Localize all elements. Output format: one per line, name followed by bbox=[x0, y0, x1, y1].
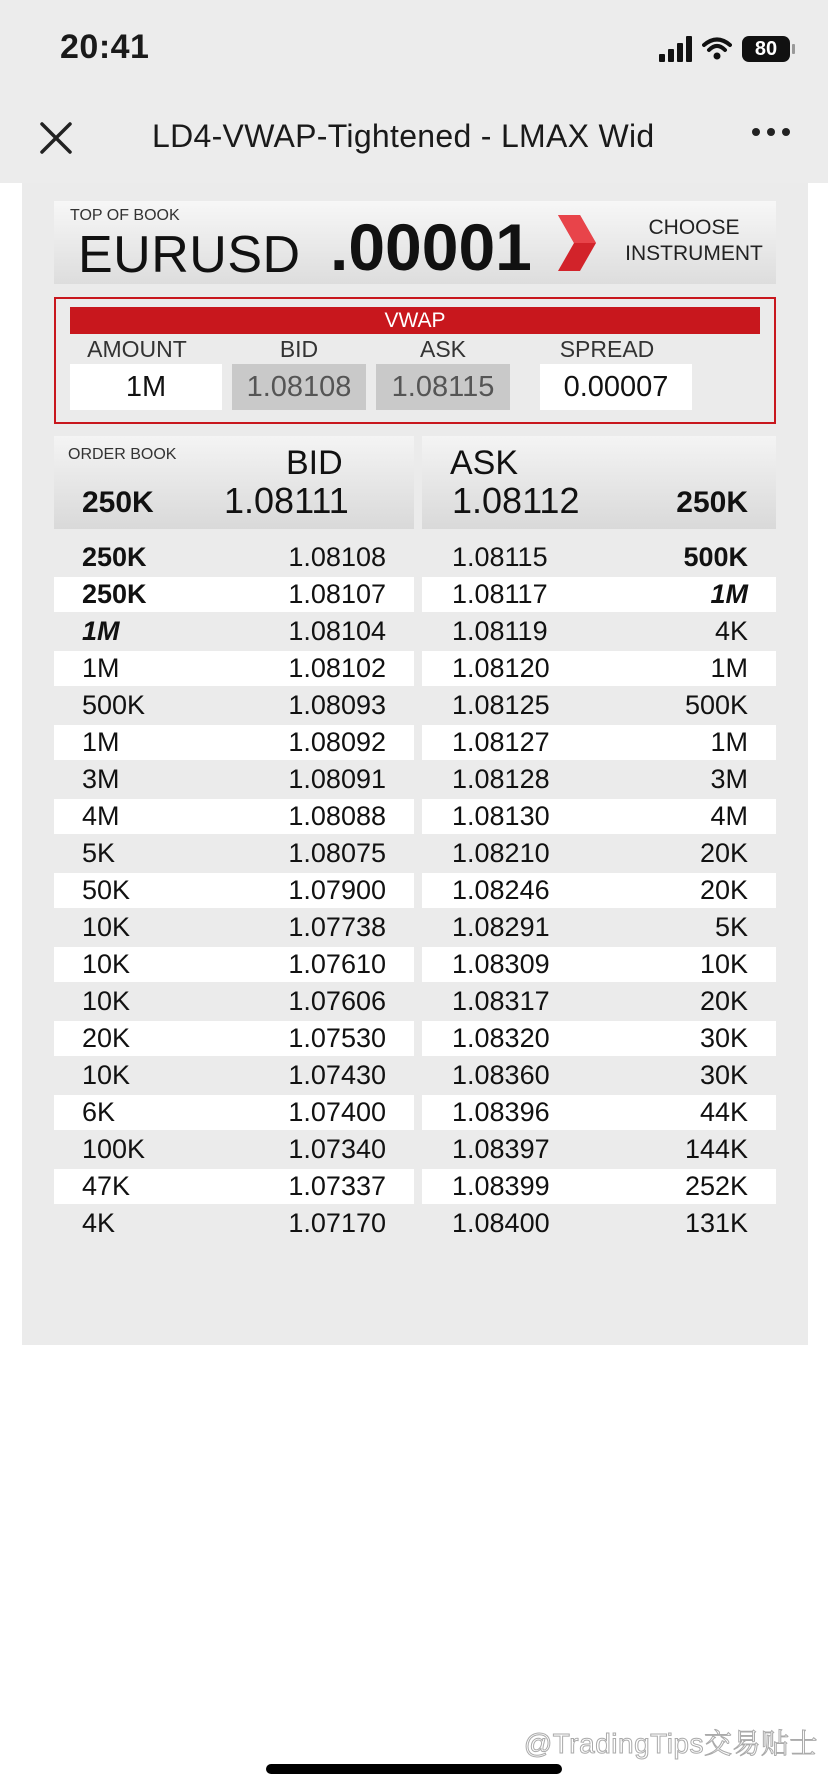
ask-price: 1.08320 bbox=[452, 1023, 550, 1053]
bid-cell bbox=[54, 984, 414, 1019]
bid-price: 1.07738 bbox=[288, 912, 386, 942]
bid-cell bbox=[54, 836, 414, 871]
order-book-depth bbox=[54, 538, 776, 1241]
ask-price: 1.08128 bbox=[452, 764, 550, 794]
bid-cell bbox=[54, 651, 414, 686]
bid-price: 1.07337 bbox=[288, 1171, 386, 1201]
chevron-right-icon[interactable] bbox=[554, 213, 598, 273]
vwap-bid-header: BID bbox=[279, 336, 319, 362]
order-book-row bbox=[54, 834, 776, 871]
vwap-bid-value: 1.08108 bbox=[232, 364, 366, 410]
ask-quantity: 5K bbox=[714, 912, 748, 942]
bid-cell bbox=[54, 577, 414, 612]
order-book-row bbox=[54, 982, 776, 1019]
order-book-row bbox=[54, 1056, 776, 1093]
bid-price: 1.08075 bbox=[288, 838, 386, 868]
ask-cell bbox=[422, 1132, 776, 1167]
order-book-row bbox=[54, 871, 776, 908]
ask-quantity: 4M bbox=[710, 801, 748, 831]
ask-quantity: 30K bbox=[699, 1023, 748, 1053]
bid-price: 1.07340 bbox=[288, 1134, 386, 1164]
ask-price: 1.08120 bbox=[452, 653, 550, 683]
order-book-row bbox=[54, 612, 776, 649]
ask-quantity: 500K bbox=[684, 690, 748, 720]
bid-quantity: 10K bbox=[82, 912, 131, 942]
more-options-icon[interactable] bbox=[752, 128, 790, 136]
ask-cell bbox=[422, 836, 776, 871]
vwap-spread-header: SPREAD bbox=[559, 336, 655, 362]
ask-quantity: 131K bbox=[684, 1208, 748, 1238]
ask-cell bbox=[422, 1095, 776, 1130]
bid-quantity: 10K bbox=[82, 986, 131, 1016]
order-book-row bbox=[54, 1019, 776, 1056]
order-book-row bbox=[54, 908, 776, 945]
order-book-row bbox=[54, 797, 776, 834]
ask-cell bbox=[422, 1169, 776, 1204]
ask-cell bbox=[422, 910, 776, 945]
vwap-spread-value: 0.00007 bbox=[540, 364, 692, 410]
ask-column-header: ASK bbox=[450, 444, 519, 482]
ask-cell bbox=[422, 725, 776, 760]
order-book-row bbox=[54, 723, 776, 760]
ask-price: 1.08127 bbox=[452, 727, 550, 757]
ask-price: 1.08400 bbox=[452, 1208, 550, 1238]
bid-price: 1.08092 bbox=[288, 727, 386, 757]
vwap-amount-header: AMOUNT bbox=[87, 336, 187, 362]
home-indicator[interactable] bbox=[266, 1764, 562, 1774]
vwap-amount-field[interactable]: 1M bbox=[70, 364, 222, 410]
bid-quantity: 5K bbox=[82, 838, 116, 868]
ask-price: 1.08360 bbox=[452, 1060, 550, 1090]
order-book-row bbox=[54, 686, 776, 723]
bid-quantity: 3M bbox=[82, 764, 120, 794]
bid-price: 1.07900 bbox=[288, 875, 386, 905]
vwap-title: VWAP bbox=[70, 307, 760, 334]
ask-price: 1.08399 bbox=[452, 1171, 550, 1201]
bid-quantity: 500K bbox=[82, 690, 146, 720]
ask-price: 1.08117 bbox=[452, 579, 548, 609]
cellular-signal-icon bbox=[659, 36, 692, 62]
ask-quantity: 20K bbox=[699, 838, 748, 868]
ask-quantity: 144K bbox=[684, 1134, 748, 1164]
ask-quantity: 1M bbox=[710, 727, 748, 757]
watermark-text: @TradingTips交易贴士 bbox=[523, 1728, 818, 1759]
bid-price: 1.08108 bbox=[288, 542, 386, 572]
ask-cell bbox=[422, 799, 776, 834]
ask-price: 1.08130 bbox=[452, 801, 550, 831]
bid-cell bbox=[54, 1095, 414, 1130]
bid-quantity: 4K bbox=[82, 1208, 116, 1238]
ask-cell bbox=[422, 947, 776, 982]
bid-quantity: 250K bbox=[82, 579, 147, 609]
vwap-ask-value: 1.08115 bbox=[376, 364, 510, 410]
bid-quantity: 47K bbox=[82, 1171, 131, 1201]
top-of-book-bar bbox=[54, 201, 776, 284]
ask-cell bbox=[422, 873, 776, 908]
ask-price: 1.08396 bbox=[452, 1097, 550, 1127]
bid-price: 1.07400 bbox=[288, 1097, 386, 1127]
trading-panel bbox=[22, 183, 808, 1345]
bid-quantity: 50K bbox=[82, 875, 131, 905]
choose-instrument-button[interactable] bbox=[619, 215, 769, 267]
bid-cell bbox=[54, 1206, 414, 1241]
order-book-label: ORDER BOOK bbox=[68, 446, 177, 463]
top-bar bbox=[0, 0, 828, 183]
top-of-book-label: TOP OF BOOK bbox=[70, 207, 180, 224]
order-book-row bbox=[54, 1130, 776, 1167]
ask-quantity: 500K bbox=[683, 542, 748, 572]
order-book-row bbox=[54, 945, 776, 982]
bid-price: 1.08091 bbox=[288, 764, 386, 794]
order-book-row bbox=[54, 760, 776, 797]
ask-quantity: 3M bbox=[710, 764, 748, 794]
top-bid-price: 1.08111 bbox=[224, 480, 349, 521]
top-spread-value: .00001 bbox=[330, 210, 532, 284]
ask-price: 1.08115 bbox=[452, 542, 548, 572]
bid-price: 1.08093 bbox=[288, 690, 386, 720]
ask-price: 1.08125 bbox=[452, 690, 550, 720]
ask-cell bbox=[422, 614, 776, 649]
ask-cell bbox=[422, 762, 776, 797]
ask-cell bbox=[422, 1206, 776, 1241]
bid-price: 1.07606 bbox=[288, 986, 386, 1016]
order-book-row bbox=[54, 649, 776, 686]
status-time: 20:41 bbox=[60, 28, 150, 66]
bid-cell bbox=[54, 725, 414, 760]
vwap-ask-header: ASK bbox=[419, 336, 467, 362]
ask-cell bbox=[422, 1021, 776, 1056]
bid-cell bbox=[54, 1021, 414, 1056]
wifi-icon bbox=[702, 37, 732, 61]
ask-price: 1.08119 bbox=[452, 616, 548, 646]
bid-cell bbox=[54, 1132, 414, 1167]
bid-price: 1.08104 bbox=[288, 616, 386, 646]
close-icon[interactable] bbox=[38, 120, 74, 156]
bid-price: 1.08102 bbox=[288, 653, 386, 683]
ask-quantity: 20K bbox=[699, 875, 748, 905]
bid-cell bbox=[54, 1169, 414, 1204]
vwap-panel bbox=[54, 297, 776, 424]
bid-quantity: 250K bbox=[82, 542, 147, 572]
bid-cell bbox=[54, 910, 414, 945]
bid-quantity: 1M bbox=[82, 727, 120, 757]
ask-price: 1.08317 bbox=[452, 986, 550, 1016]
bid-price: 1.07530 bbox=[288, 1023, 386, 1053]
bid-quantity: 1M bbox=[82, 616, 120, 646]
bid-quantity: 10K bbox=[82, 1060, 131, 1090]
bid-cell bbox=[54, 540, 414, 575]
ask-price: 1.08210 bbox=[452, 838, 550, 868]
choose-line-1: CHOOSE bbox=[648, 216, 740, 239]
ask-quantity: 252K bbox=[684, 1171, 748, 1201]
bid-cell bbox=[54, 873, 414, 908]
ask-cell bbox=[422, 651, 776, 686]
bid-price: 1.07430 bbox=[288, 1060, 386, 1090]
battery-icon: 80 bbox=[742, 36, 790, 62]
order-book-bid-header bbox=[54, 436, 414, 529]
ask-quantity: 1M bbox=[710, 579, 748, 609]
order-book-ask-header bbox=[422, 436, 776, 529]
order-book-row bbox=[54, 1167, 776, 1204]
ask-cell bbox=[422, 688, 776, 723]
bid-price: 1.07170 bbox=[288, 1208, 386, 1238]
ask-quantity: 30K bbox=[699, 1060, 748, 1090]
bid-column-header: BID bbox=[286, 444, 343, 482]
bid-quantity: 100K bbox=[82, 1134, 146, 1164]
ask-price: 1.08397 bbox=[452, 1134, 550, 1164]
bid-cell bbox=[54, 799, 414, 834]
ask-cell bbox=[422, 540, 776, 575]
order-book-row bbox=[54, 1093, 776, 1130]
ask-price: 1.08246 bbox=[452, 875, 550, 905]
order-book-row bbox=[54, 538, 776, 575]
order-book-row bbox=[54, 1204, 776, 1241]
bid-cell bbox=[54, 762, 414, 797]
ask-quantity: 20K bbox=[699, 986, 748, 1016]
bid-quantity: 6K bbox=[82, 1097, 116, 1127]
order-book-row bbox=[54, 575, 776, 612]
top-ask-price: 1.08112 bbox=[452, 480, 580, 521]
page-title: LD4-VWAP-Tightened - LMAX Wid bbox=[152, 118, 655, 154]
ask-cell bbox=[422, 1058, 776, 1093]
instrument-name: EURUSD bbox=[78, 226, 301, 284]
bid-quantity: 4M bbox=[82, 801, 120, 831]
ask-price: 1.08309 bbox=[452, 949, 550, 979]
bid-cell bbox=[54, 614, 414, 649]
ask-quantity: 4K bbox=[714, 616, 748, 646]
top-bid-quantity: 250K bbox=[82, 486, 154, 519]
ask-price: 1.08291 bbox=[452, 912, 550, 942]
ask-quantity: 10K bbox=[699, 949, 748, 979]
ask-quantity: 44K bbox=[699, 1097, 748, 1127]
ask-quantity: 1M bbox=[710, 653, 748, 683]
bid-quantity: 20K bbox=[82, 1023, 131, 1053]
bid-cell bbox=[54, 1058, 414, 1093]
bid-cell bbox=[54, 947, 414, 982]
status-icons bbox=[659, 32, 790, 66]
bid-quantity: 10K bbox=[82, 949, 131, 979]
bid-quantity: 1M bbox=[82, 653, 120, 683]
bid-price: 1.08107 bbox=[288, 579, 386, 609]
bid-price: 1.07610 bbox=[288, 949, 386, 979]
ask-cell bbox=[422, 577, 776, 612]
ask-cell bbox=[422, 984, 776, 1019]
choose-line-2: INSTRUMENT bbox=[625, 242, 763, 265]
bid-cell bbox=[54, 688, 414, 723]
bid-price: 1.08088 bbox=[288, 801, 386, 831]
top-ask-quantity: 250K bbox=[676, 486, 748, 519]
